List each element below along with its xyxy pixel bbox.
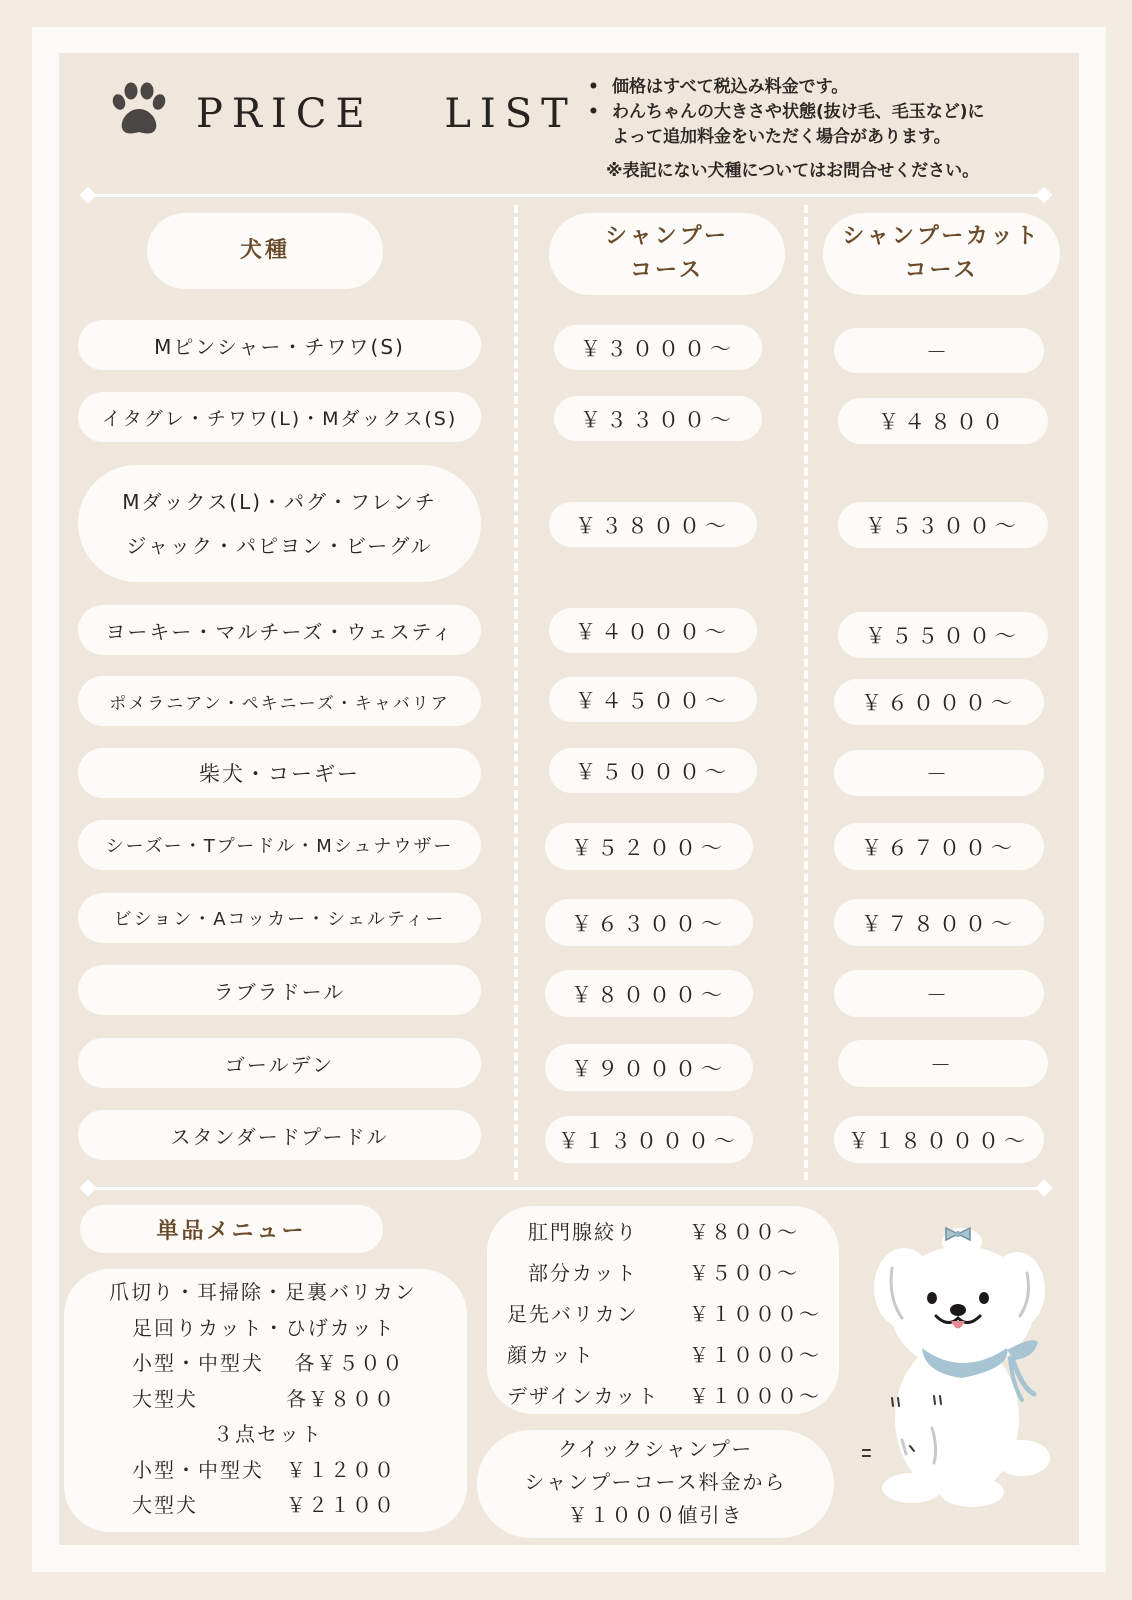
- shampoo-price: ￥４５００～: [549, 677, 757, 722]
- option-price: ￥５００～: [689, 1261, 799, 1285]
- option-name: 肛門腺絞り: [528, 1220, 638, 1244]
- breed-cell: イタグレ・チワワ(L)・Mダックス(S): [78, 392, 481, 442]
- column-separator: [804, 205, 808, 1180]
- cut-price: ￥５３００～: [838, 502, 1048, 548]
- cut-price: ￥６０００～: [834, 679, 1044, 725]
- shampoo-price: ￥５０００～: [549, 748, 757, 793]
- breed-cell: シーズー・Tプードル・Mシュナウザー: [78, 820, 481, 870]
- shampoo-price: ￥４０００～: [549, 608, 757, 653]
- cut-price: －: [834, 970, 1044, 1017]
- breed-cell: Mダックス(L)・パグ・フレンチ ジャック・パピヨン・ビーグル: [78, 465, 481, 582]
- menu-line: 足回りカット・ひげカット: [132, 1316, 396, 1340]
- shampoo-price: ￥５２００～: [545, 823, 753, 870]
- shampoo-price: ￥３３００～: [554, 396, 762, 441]
- menu-line: 小型・中型犬 各￥５００: [132, 1351, 405, 1375]
- breed-cell: Mピンシャー・チワワ(S): [78, 320, 481, 370]
- breed-cell: ラブラドール: [78, 965, 481, 1015]
- cut-price: ￥７８００～: [834, 899, 1044, 946]
- column-separator: [514, 205, 518, 1180]
- shampoo-price: ￥３０００～: [554, 325, 762, 370]
- cut-price: ￥６７００～: [834, 823, 1044, 870]
- white-dog-illustration: [862, 1218, 1062, 1518]
- header-breed: 犬種: [147, 213, 383, 289]
- notes-block: [588, 75, 985, 184]
- page-title: PRICE LIST: [196, 91, 577, 137]
- menu-line: 大型犬 ￥２１００: [132, 1493, 396, 1517]
- cut-price: －: [834, 328, 1044, 373]
- note-item-continued: よって追加料金をいただく場合があります。: [612, 127, 951, 147]
- menu-line: 小型・中型犬 ￥１２００: [132, 1458, 396, 1482]
- breed-cell: ヨーキー・マルチーズ・ウェスティ: [78, 605, 481, 655]
- option-price: ￥１０００～: [689, 1343, 821, 1367]
- breed-cell: ポメラニアン・ペキニーズ・キャバリア: [78, 676, 481, 726]
- option-name: 部分カット: [528, 1261, 638, 1285]
- cut-price: －: [838, 1040, 1048, 1087]
- cut-price: ￥１８０００～: [834, 1116, 1044, 1163]
- breed-cell: 柴犬・コーギー: [78, 748, 481, 798]
- breed-cell: スタンダードプードル: [78, 1110, 481, 1160]
- option-name: デザインカット: [507, 1384, 660, 1408]
- note-item: • わんちゃんの大きさや状態(抜け毛、毛玉など)に: [588, 100, 985, 125]
- single-menu-title: 単品メニュー: [80, 1205, 383, 1253]
- breed-cell: ゴールデン: [78, 1038, 481, 1088]
- quick-shampoo-text: クイックシャンプー シャンプーコース料金から ￥１０００値引き: [524, 1437, 787, 1527]
- header-cut-course: シャンプーカット コース: [823, 213, 1060, 295]
- note-item: • 価格はすべて税込み料金です。: [588, 75, 985, 100]
- menu-line: ３点セット: [213, 1422, 323, 1446]
- cut-price: ￥４８００: [838, 398, 1048, 444]
- bottom-divider: [88, 1187, 1048, 1190]
- option-name: 足先バリカン: [507, 1302, 639, 1326]
- menu-line: 爪切り・耳掃除・足裏バリカン: [109, 1280, 417, 1304]
- header-shampoo-course: シャンプー コース: [549, 213, 785, 295]
- shampoo-price: ￥９０００～: [545, 1044, 753, 1091]
- option-price: ￥８００～: [689, 1220, 799, 1244]
- shampoo-price: ￥１３０００～: [545, 1116, 753, 1163]
- option-price: ￥１０００～: [689, 1302, 821, 1326]
- shampoo-price: ￥３８００～: [549, 502, 757, 547]
- menu-line: 大型犬 各￥８００: [132, 1387, 396, 1411]
- top-divider: [88, 194, 1048, 197]
- shampoo-price: ￥６３００～: [545, 899, 753, 946]
- paw-print-icon: [110, 82, 168, 140]
- breed-cell: ビション・Aコッカー・シェルティー: [78, 893, 481, 943]
- cut-price: ￥５５００～: [838, 612, 1048, 658]
- cut-price: －: [834, 750, 1044, 796]
- note-asterisk: ※表記にない犬種についてはお問合せください。: [606, 161, 980, 181]
- option-name: 顔カット: [507, 1343, 595, 1367]
- option-price: ￥１０００～: [689, 1384, 821, 1408]
- shampoo-price: ￥８０００～: [545, 970, 753, 1017]
